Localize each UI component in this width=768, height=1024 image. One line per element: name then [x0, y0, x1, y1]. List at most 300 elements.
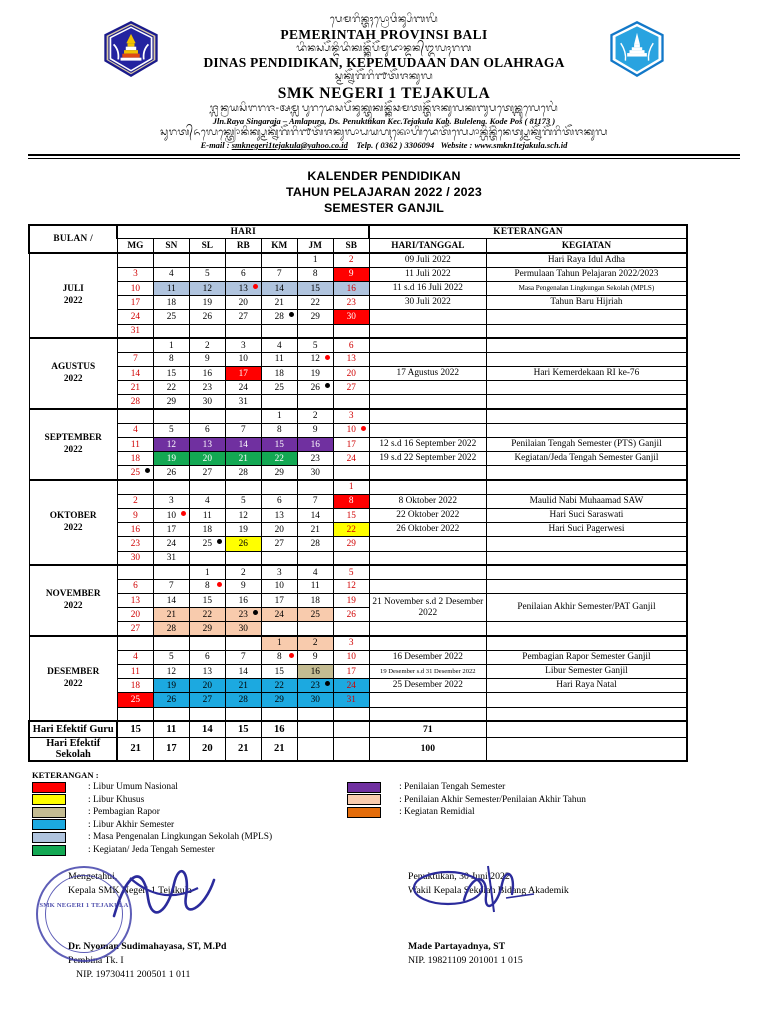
calendar-day-cell[interactable]: 1 — [333, 480, 369, 494]
calendar-day-cell[interactable]: 5 — [297, 338, 333, 352]
calendar-week-row — [29, 565, 687, 579]
calendar-day-cell[interactable]: 24 — [153, 537, 189, 551]
calendar-day-cell[interactable]: 3 — [333, 636, 369, 650]
calendar-day-cell[interactable]: 25 — [117, 693, 153, 707]
calendar-empty-cell — [225, 707, 261, 721]
legend-column-left — [32, 781, 272, 857]
calendar-day-cell[interactable]: 13 — [261, 508, 297, 522]
calendar-day-cell[interactable]: 14 — [261, 281, 297, 295]
calendar-day-cell[interactable]: 22 — [297, 296, 333, 310]
calendar-day-cell[interactable]: 1 — [297, 253, 333, 267]
totals-value: 15 — [225, 721, 261, 737]
calendar-empty-cell — [225, 551, 261, 565]
calendar-empty-cell — [117, 707, 153, 721]
note-date-cell — [369, 310, 486, 324]
calendar-day-cell[interactable]: 26 — [153, 466, 189, 480]
calendar-day-cell[interactable]: 26 — [189, 310, 225, 324]
calendar-day-cell[interactable]: 28 — [225, 466, 261, 480]
note-event-cell: Hari Raya Natal — [486, 679, 687, 693]
calendar-day-cell[interactable]: 24 — [117, 310, 153, 324]
full-moon-marker-icon — [217, 582, 222, 587]
calendar-day-cell[interactable]: 27 — [189, 693, 225, 707]
calendar-empty-cell — [117, 636, 153, 650]
legend-label: : Kegiatan/ Jeda Tengah Semester — [88, 845, 215, 856]
calendar-day-cell[interactable]: 11 — [153, 281, 189, 295]
calendar-day-cell[interactable]: 14 — [117, 367, 153, 381]
calendar-day-cell[interactable]: 16 — [225, 594, 261, 608]
calendar-empty-cell — [297, 324, 333, 338]
calendar-day-cell[interactable]: 17 — [261, 594, 297, 608]
calendar-week-row — [29, 466, 687, 480]
calendar-day-cell[interactable]: 5 — [225, 494, 261, 508]
legend-label: : Penilaian Tengah Semester — [399, 782, 506, 793]
new-moon-marker-icon — [145, 468, 150, 473]
calendar-day-cell[interactable]: 22 — [153, 381, 189, 395]
calendar-day-cell[interactable]: 9 — [333, 267, 369, 281]
calendar-day-cell[interactable]: 19 — [189, 296, 225, 310]
calendar-day-cell[interactable]: 30 — [297, 466, 333, 480]
calendar-day-cell[interactable]: 10 — [333, 423, 369, 437]
calendar-day-cell[interactable]: 16 — [189, 367, 225, 381]
calendar-day-cell[interactable]: 13 — [189, 438, 225, 452]
calendar-day-cell[interactable]: 3 — [225, 338, 261, 352]
note-event-cell: Masa Pengenalan Lingkungan Sekolah (MPLS) — [486, 281, 687, 295]
calendar-day-cell[interactable]: 11 — [261, 352, 297, 366]
calendar-day-cell[interactable]: 23 — [189, 381, 225, 395]
note-date-cell — [369, 565, 486, 579]
calendar-day-cell[interactable]: 15 — [261, 665, 297, 679]
calendar-day-cell[interactable]: 25 — [261, 381, 297, 395]
calendar-day-cell[interactable]: 5 — [153, 650, 189, 664]
calendar-day-cell[interactable]: 15 — [333, 508, 369, 522]
calendar-day-cell[interactable]: 26 — [153, 693, 189, 707]
calendar-empty-cell — [225, 409, 261, 423]
calendar-day-cell[interactable]: 10 — [261, 579, 297, 593]
calendar-day-cell[interactable]: 28 — [225, 693, 261, 707]
calendar-week-row — [29, 438, 687, 452]
calendar-day-cell[interactable]: 24 — [333, 452, 369, 466]
calendar-day-cell[interactable]: 25 — [153, 310, 189, 324]
calendar-day-cell[interactable]: 9 — [117, 508, 153, 522]
calendar-day-cell[interactable]: 7 — [261, 267, 297, 281]
calendar-day-cell[interactable]: 1 — [189, 565, 225, 579]
letterhead-bali-line-5: ᬲᬸᬭᬢ᭄ᬏᬮᬾᬓ᭄ᬢ᭄ᬭᭀᬦᬶᬓ᭄ᬲ᭄ᬫᬓ᭄ᬦᭂᬕᭂᬭᬶ᭑ᬢᭂᬚᬓᬸᬮᬵᬟᬬᬳᬹᬓᭀᬳᬶᬤᬾᬢᭂᬮ᭄ᬧᭀᬦ᭄ᬳᬶᬦ᭄ᬢᭂᬃᬦᬾᬢ᭄ᬲ᭄ᬫᬓ᭄ᬦᭂᬕᭂᬭᬶᬢᭂᬚᬓᬸᬮ — [160, 127, 608, 139]
calendar-day-cell[interactable]: 14 — [225, 665, 261, 679]
calendar-week-row — [29, 395, 687, 409]
calendar-day-cell[interactable]: 2 — [297, 636, 333, 650]
calendar-day-cell[interactable]: 12 — [333, 579, 369, 593]
calendar-day-cell[interactable]: 31 — [225, 395, 261, 409]
calendar-day-cell[interactable]: 6 — [225, 267, 261, 281]
calendar-day-cell[interactable]: 17 — [225, 367, 261, 381]
calendar-day-cell[interactable]: 27 — [117, 622, 153, 636]
legend-label: : Masa Pengenalan Lingkungan Sekolah (MPLS) — [88, 832, 273, 843]
calendar-day-cell[interactable]: 20 — [117, 608, 153, 622]
calendar-empty-cell — [189, 409, 225, 423]
totals-value: 21 — [117, 737, 153, 761]
calendar-day-cell[interactable]: 9 — [225, 579, 261, 593]
calendar-day-cell[interactable]: 18 — [117, 679, 153, 693]
calendar-empty-cell — [225, 324, 261, 338]
calendar-week-row — [29, 367, 687, 381]
calendar-day-cell[interactable]: 14 — [153, 594, 189, 608]
calendar-day-cell[interactable]: 27 — [189, 466, 225, 480]
calendar-day-cell[interactable]: 2 — [117, 494, 153, 508]
totals-blank — [486, 737, 687, 761]
calendar-day-cell[interactable]: 10 — [117, 281, 153, 295]
calendar-week-row — [29, 622, 687, 636]
note-date-cell: 09 Juli 2022 — [369, 253, 486, 267]
calendar-day-cell[interactable]: 19 — [333, 594, 369, 608]
totals-value: 21 — [261, 737, 297, 761]
calendar-day-cell[interactable]: 5 — [153, 423, 189, 437]
day-header-sb: SB — [333, 239, 369, 253]
note-event-cell — [486, 565, 687, 579]
signature-principal — [28, 870, 408, 982]
calendar-day-cell[interactable]: 23 — [117, 537, 153, 551]
calendar-day-cell[interactable]: 25 — [297, 608, 333, 622]
calendar-day-cell[interactable]: 3 — [261, 565, 297, 579]
note-event-cell — [486, 636, 687, 650]
calendar-day-cell[interactable]: 21 — [225, 452, 261, 466]
calendar-day-cell[interactable]: 20 — [189, 679, 225, 693]
calendar-day-cell[interactable]: 10 — [153, 508, 189, 522]
calendar-day-cell[interactable]: 23 — [333, 296, 369, 310]
calendar-day-cell[interactable]: 29 — [189, 622, 225, 636]
legend-label: : Libur Akhir Semester — [88, 819, 175, 830]
calendar-day-cell[interactable]: 4 — [189, 494, 225, 508]
calendar-day-cell[interactable]: 17 — [333, 438, 369, 452]
calendar-day-cell[interactable]: 21 — [153, 608, 189, 622]
calendar-day-cell[interactable]: 20 — [333, 367, 369, 381]
calendar-day-cell[interactable]: 21 — [117, 381, 153, 395]
totals-label: Hari Efektif Sekolah — [29, 737, 117, 761]
letterhead-bali-line-3: ᬲ᭄ᬫᬓ᭄ᬦᭂᬕᭂᬭᬶ᭑ᬢᭂᬚᬓᬸᬮ — [334, 71, 434, 83]
calendar-day-cell[interactable]: 13 — [189, 665, 225, 679]
note-event-cell — [486, 352, 687, 366]
legend — [28, 770, 688, 857]
calendar-day-cell[interactable]: 21 — [261, 296, 297, 310]
calendar-day-cell[interactable]: 15 — [261, 438, 297, 452]
calendar-day-cell[interactable]: 8 — [261, 650, 297, 664]
calendar-day-cell[interactable]: 2 — [189, 338, 225, 352]
calendar-empty-cell — [261, 324, 297, 338]
calendar-week-row — [29, 508, 687, 522]
legend-label: : Libur Khusus — [88, 794, 145, 805]
calendar-day-cell[interactable]: 9 — [297, 423, 333, 437]
calendar-day-cell[interactable]: 12 — [153, 665, 189, 679]
calendar-day-cell[interactable]: 24 — [261, 608, 297, 622]
note-date-cell — [369, 423, 486, 437]
note-event-cell — [486, 693, 687, 707]
totals-value: 21 — [225, 737, 261, 761]
calendar-day-cell[interactable]: 3 — [153, 494, 189, 508]
note-date-cell — [369, 466, 486, 480]
calendar-day-cell[interactable]: 12 — [225, 508, 261, 522]
title-line-1: KALENDER PENDIDIKAN — [307, 168, 461, 183]
calendar-day-cell[interactable]: 1 — [153, 338, 189, 352]
calendar-day-cell[interactable]: 28 — [297, 537, 333, 551]
calendar-day-cell[interactable]: 27 — [261, 537, 297, 551]
calendar-empty-cell — [117, 565, 153, 579]
calendar-day-cell[interactable]: 30 — [117, 551, 153, 565]
day-header-jm: JM — [297, 239, 333, 253]
bali-province-logo-icon — [102, 20, 160, 78]
calendar-day-cell[interactable]: 11 — [117, 438, 153, 452]
note-event-cell — [486, 579, 687, 593]
calendar-day-cell[interactable]: 10 — [333, 650, 369, 664]
calendar-day-cell[interactable]: 2 — [333, 253, 369, 267]
calendar-day-cell[interactable]: 6 — [261, 494, 297, 508]
calendar-empty-cell — [261, 480, 297, 494]
calendar-day-cell[interactable]: 27 — [225, 310, 261, 324]
calendar-day-cell[interactable]: 20 — [189, 452, 225, 466]
calendar-day-cell[interactable]: 23 — [225, 608, 261, 622]
calendar-day-cell[interactable]: 7 — [117, 352, 153, 366]
school-logo-icon — [608, 20, 666, 78]
letterhead-school-name: SMK NEGERI 1 TEJAKULA — [277, 84, 491, 102]
email-address[interactable]: smknegeri1tejakula@yahoo.co.id — [231, 139, 348, 150]
calendar-day-cell[interactable]: 11 — [189, 508, 225, 522]
note-date-cell — [369, 707, 486, 721]
calendar-day-cell[interactable]: 18 — [117, 452, 153, 466]
calendar-day-cell[interactable]: 9 — [297, 650, 333, 664]
calendar-week-row — [29, 296, 687, 310]
calendar-day-cell[interactable]: 15 — [297, 281, 333, 295]
vice-name: Made Partayadnya, ST — [408, 941, 506, 953]
legend-item — [32, 844, 272, 857]
note-event-cell — [486, 338, 687, 352]
calendar-day-cell[interactable]: 15 — [189, 594, 225, 608]
calendar-week-row — [29, 650, 687, 664]
calendar-day-cell[interactable]: 8 — [153, 352, 189, 366]
calendar-empty-cell — [333, 707, 369, 721]
calendar-week-row — [29, 636, 687, 650]
calendar-day-cell[interactable]: 6 — [189, 423, 225, 437]
calendar-week-row — [29, 494, 687, 508]
calendar-day-cell[interactable]: 30 — [333, 310, 369, 324]
note-event-cell: Hari Raya Idul Adha — [486, 253, 687, 267]
calendar-week-row — [29, 707, 687, 721]
column-header-keterangan: KETERANGAN — [369, 225, 687, 239]
calendar-day-cell[interactable]: 20 — [261, 523, 297, 537]
calendar-day-cell[interactable]: 23 — [297, 679, 333, 693]
calendar-day-cell[interactable]: 19 — [225, 523, 261, 537]
legend-label: : Penilaian Akhir Semester/Penilaian Akhir Tahun — [399, 794, 586, 805]
calendar-day-cell[interactable]: 4 — [261, 338, 297, 352]
calendar-day-cell[interactable]: 3 — [117, 267, 153, 281]
calendar-day-cell[interactable]: 23 — [297, 452, 333, 466]
calendar-day-cell[interactable]: 18 — [261, 367, 297, 381]
calendar-day-cell[interactable]: 12 — [297, 352, 333, 366]
calendar-day-cell[interactable]: 14 — [225, 438, 261, 452]
calendar-day-cell[interactable]: 17 — [153, 523, 189, 537]
totals-value: 11 — [153, 721, 189, 737]
vice-nip: NIP. 19821109 201001 1 015 — [408, 955, 523, 967]
calendar-day-cell[interactable]: 15 — [153, 367, 189, 381]
calendar-day-cell[interactable]: 18 — [189, 523, 225, 537]
calendar-day-cell[interactable]: 30 — [225, 622, 261, 636]
calendar-empty-cell — [333, 466, 369, 480]
totals-sum: 100 — [369, 737, 486, 761]
calendar-day-cell[interactable]: 16 — [297, 438, 333, 452]
calendar-day-cell[interactable]: 4 — [117, 423, 153, 437]
calendar-day-cell[interactable]: 8 — [297, 267, 333, 281]
calendar-day-cell[interactable]: 13 — [117, 594, 153, 608]
note-date-cell — [369, 622, 486, 636]
calendar-day-cell[interactable]: 2 — [297, 409, 333, 423]
full-moon-marker-icon — [325, 355, 330, 360]
calendar-day-cell[interactable]: 14 — [297, 508, 333, 522]
totals-label: Hari Efektif Guru — [29, 721, 117, 737]
calendar-day-cell[interactable]: 26 — [333, 608, 369, 622]
calendar-empty-cell — [189, 707, 225, 721]
calendar-day-cell[interactable]: 22 — [333, 523, 369, 537]
calendar-empty-cell — [225, 480, 261, 494]
legend-color-swatch — [32, 807, 66, 818]
calendar-day-cell[interactable]: 28 — [261, 310, 297, 324]
calendar-day-cell[interactable]: 21 — [297, 523, 333, 537]
calendar-week-row — [29, 579, 687, 593]
calendar-day-cell[interactable]: 8 — [189, 579, 225, 593]
calendar-day-cell[interactable]: 4 — [153, 267, 189, 281]
calendar-day-cell[interactable]: 24 — [333, 679, 369, 693]
calendar-day-cell[interactable]: 16 — [333, 281, 369, 295]
column-header-hari-tanggal: HARI/TANGGAL — [369, 239, 486, 253]
calendar-day-cell[interactable]: 16 — [117, 523, 153, 537]
calendar-day-cell[interactable]: 31 — [153, 551, 189, 565]
calendar-day-cell[interactable]: 7 — [225, 423, 261, 437]
calendar-day-cell[interactable]: 30 — [297, 693, 333, 707]
calendar-day-cell[interactable]: 19 — [297, 367, 333, 381]
calendar-day-cell[interactable]: 18 — [153, 296, 189, 310]
calendar-day-cell[interactable]: 7 — [153, 579, 189, 593]
website[interactable]: Website : www.smkn1tejakula.sch.id — [440, 139, 568, 150]
legend-color-swatch — [347, 782, 381, 793]
calendar-day-cell[interactable]: 27 — [333, 381, 369, 395]
calendar-day-cell[interactable]: 29 — [297, 310, 333, 324]
calendar-empty-cell — [189, 253, 225, 267]
note-date-cell — [369, 338, 486, 352]
calendar-day-cell[interactable]: 13 — [333, 352, 369, 366]
note-event-cell: Hari Kemerdekaan RI ke-76 — [486, 367, 687, 381]
page-title — [28, 168, 740, 217]
calendar-day-cell[interactable]: 29 — [261, 466, 297, 480]
vice-signature-space — [408, 898, 688, 940]
note-event-cell: Penilaian Akhir Semester/PAT Ganjil — [486, 594, 687, 622]
calendar-day-cell[interactable]: 25 — [189, 537, 225, 551]
calendar-day-cell[interactable]: 20 — [225, 296, 261, 310]
calendar-day-cell[interactable]: 4 — [117, 650, 153, 664]
calendar-day-cell[interactable]: 29 — [261, 693, 297, 707]
table-head — [29, 225, 687, 253]
calendar-day-cell[interactable]: 21 — [225, 679, 261, 693]
principal-nip: NIP. 19730411 200501 1 011 — [76, 968, 191, 980]
calendar-week-row — [29, 267, 687, 281]
calendar-day-cell[interactable]: 2 — [225, 565, 261, 579]
calendar-day-cell[interactable]: 12 — [153, 438, 189, 452]
note-event-cell — [486, 537, 687, 551]
calendar-day-cell[interactable]: 26 — [297, 381, 333, 395]
calendar-day-cell[interactable]: 29 — [333, 537, 369, 551]
calendar-day-cell[interactable]: 1 — [261, 409, 297, 423]
note-event-cell — [486, 466, 687, 480]
calendar-day-cell[interactable]: 30 — [189, 395, 225, 409]
calendar-day-cell[interactable]: 22 — [261, 679, 297, 693]
totals-value — [297, 737, 333, 761]
calendar-day-cell[interactable]: 22 — [261, 452, 297, 466]
legend-color-swatch — [32, 845, 66, 856]
legend-color-swatch — [32, 794, 66, 805]
calendar-day-cell[interactable]: 3 — [333, 409, 369, 423]
calendar-day-cell[interactable]: 24 — [225, 381, 261, 395]
calendar-day-cell[interactable]: 25 — [117, 466, 153, 480]
calendar-day-cell[interactable]: 7 — [297, 494, 333, 508]
calendar-day-cell[interactable]: 6 — [333, 338, 369, 352]
calendar-day-cell[interactable]: 1 — [261, 636, 297, 650]
calendar-week-row — [29, 594, 687, 608]
calendar-day-cell[interactable]: 5 — [189, 267, 225, 281]
new-moon-marker-icon — [217, 539, 222, 544]
calendar-day-cell[interactable]: 17 — [333, 665, 369, 679]
calendar-week-row — [29, 423, 687, 437]
calendar-day-cell[interactable]: 17 — [117, 296, 153, 310]
calendar-empty-cell — [153, 480, 189, 494]
calendar-day-cell[interactable]: 12 — [189, 281, 225, 295]
note-event-cell — [486, 381, 687, 395]
calendar-day-cell[interactable]: 26 — [225, 537, 261, 551]
full-moon-marker-icon — [253, 284, 258, 289]
calendar-day-cell[interactable]: 8 — [261, 423, 297, 437]
calendar-day-cell[interactable]: 6 — [117, 579, 153, 593]
calendar-empty-cell — [189, 324, 225, 338]
calendar-empty-cell — [153, 636, 189, 650]
note-date-cell: 30 Juli 2022 — [369, 296, 486, 310]
calendar-day-cell[interactable]: 9 — [189, 352, 225, 366]
calendar-empty-cell — [117, 480, 153, 494]
note-event-cell — [486, 409, 687, 423]
note-date-cell: 19 Desember s.d 31 Desember 2022 — [369, 665, 486, 679]
note-event-cell — [486, 310, 687, 324]
totals-row — [29, 721, 687, 737]
note-event-cell: Maulid Nabi Muhaamad SAW — [486, 494, 687, 508]
calendar-day-cell[interactable]: 29 — [153, 395, 189, 409]
calendar-day-cell[interactable]: 4 — [297, 565, 333, 579]
calendar-day-cell[interactable]: 5 — [333, 565, 369, 579]
calendar-day-cell[interactable]: 10 — [225, 352, 261, 366]
calendar-week-row — [29, 381, 687, 395]
calendar-day-cell[interactable]: 11 — [297, 579, 333, 593]
calendar-day-cell[interactable]: 19 — [153, 679, 189, 693]
calendar-empty-cell — [261, 253, 297, 267]
calendar-day-cell[interactable]: 31 — [117, 324, 153, 338]
calendar-day-cell[interactable]: 18 — [297, 594, 333, 608]
calendar-day-cell[interactable]: 11 — [117, 665, 153, 679]
calendar-day-cell[interactable]: 28 — [153, 622, 189, 636]
calendar-day-cell[interactable]: 7 — [225, 650, 261, 664]
calendar-day-cell[interactable]: 8 — [333, 494, 369, 508]
note-date-cell — [369, 537, 486, 551]
calendar-day-cell[interactable]: 22 — [189, 608, 225, 622]
calendar-day-cell[interactable]: 28 — [117, 395, 153, 409]
legend-color-swatch — [347, 807, 381, 818]
note-event-cell: Penilaian Tengah Semester (PTS) Ganjil — [486, 438, 687, 452]
calendar-day-cell[interactable]: 31 — [333, 693, 369, 707]
calendar-day-cell[interactable]: 19 — [153, 452, 189, 466]
calendar-day-cell[interactable]: 16 — [297, 665, 333, 679]
calendar-day-cell[interactable]: 13 — [225, 281, 261, 295]
calendar-day-cell[interactable]: 6 — [189, 650, 225, 664]
